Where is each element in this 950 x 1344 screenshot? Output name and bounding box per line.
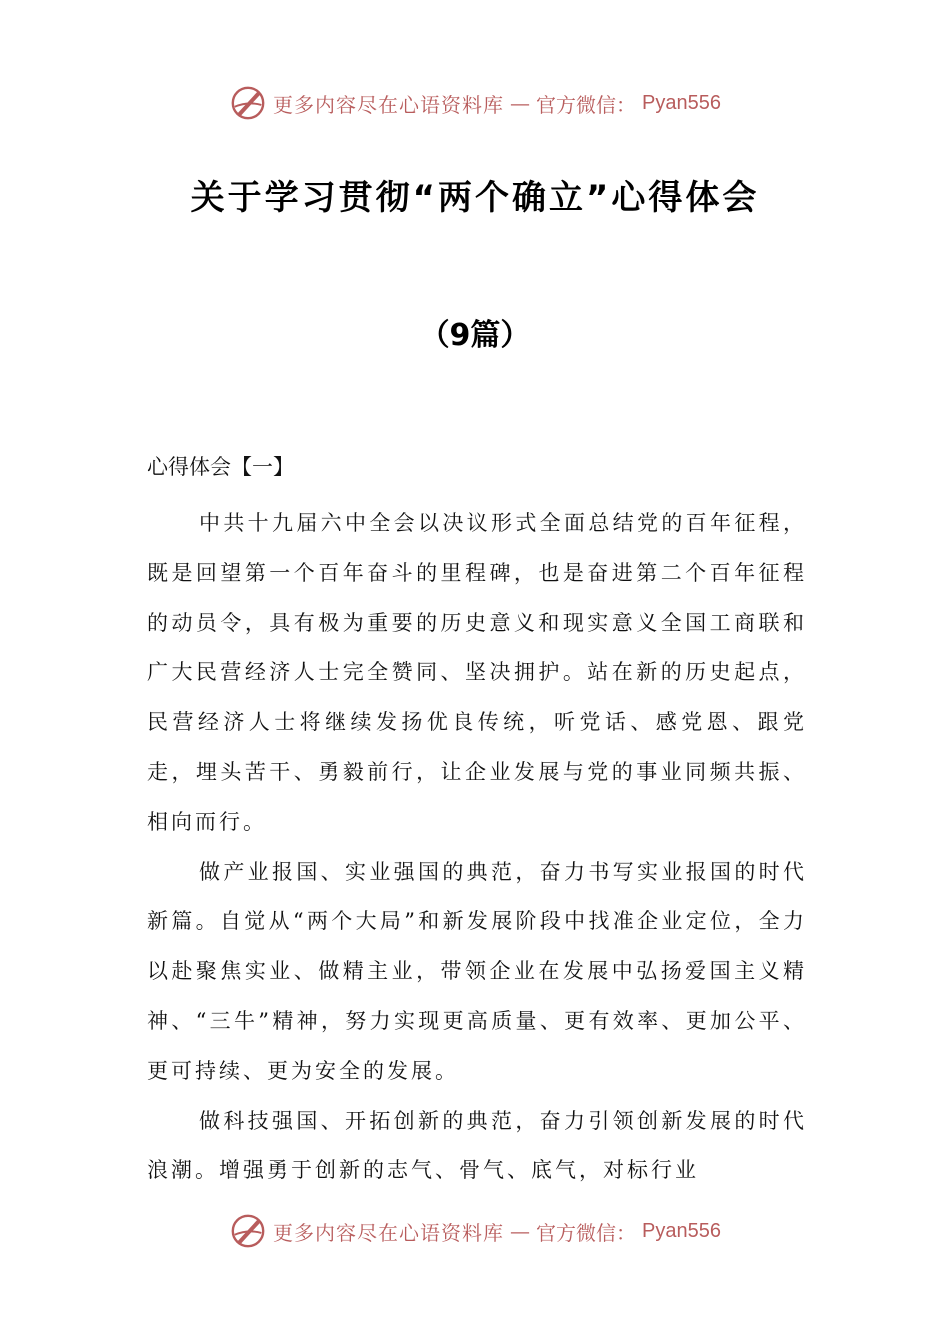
- brand-text: 更多内容尽在心语资料库: [273, 92, 505, 117]
- quill-pen-logo-icon: [229, 1212, 267, 1250]
- banner-separator: —: [510, 1219, 531, 1243]
- document-body: [147, 450, 807, 1196]
- wechat-id: Pyan556: [642, 91, 721, 114]
- section-heading: 心得体会【一】: [147, 455, 294, 479]
- footer-watermark-banner: [0, 1209, 950, 1253]
- document-title: 关于学习贯彻“两个确立”心得体会: [190, 178, 760, 218]
- banner-separator: —: [510, 91, 531, 115]
- document-subtitle: （9篇）: [419, 318, 531, 353]
- paragraph: 中共十九届六中全会以决议形式全面总结党的百年征程，既是回望第一个百年奋斗的里程碑，也是奋进第二个百年征程的动员令，具有极为重要的历史意义和现实意义全国工商联和广大民营经济人士完全赞同、坚决拥护。站在新的历史起点，民营经济人士将继续发扬优良传统，听党话、感党恩、跟党走，埋头苦干、勇毅前行，让企业发展与党的事业同频共振、相向而行。: [147, 511, 807, 834]
- wechat-label: 官方微信：: [536, 1220, 637, 1245]
- quill-pen-logo-icon: [229, 84, 267, 122]
- paragraph: 做科技强国、开拓创新的典范，奋力引领创新发展的时代浪潮。增强勇于创新的志气、骨气、底气，对标行业: [147, 1108, 807, 1183]
- wechat-label: 官方微信：: [536, 92, 637, 117]
- header-watermark-banner: [0, 81, 950, 125]
- wechat-id: Pyan556: [642, 1219, 721, 1242]
- brand-text: 更多内容尽在心语资料库: [273, 1220, 505, 1245]
- paragraph: 做产业报国、实业强国的典范，奋力书写实业报国的时代新篇。自觉从“两个大局”和新发展阶段中找准企业定位，全力以赴聚焦实业、做精主业，带领企业在发展中弘扬爱国主义精神、“三牛”精神，努力实现更高质量、更有效率、更加公平、更可持续、更为安全的发展。: [147, 859, 807, 1083]
